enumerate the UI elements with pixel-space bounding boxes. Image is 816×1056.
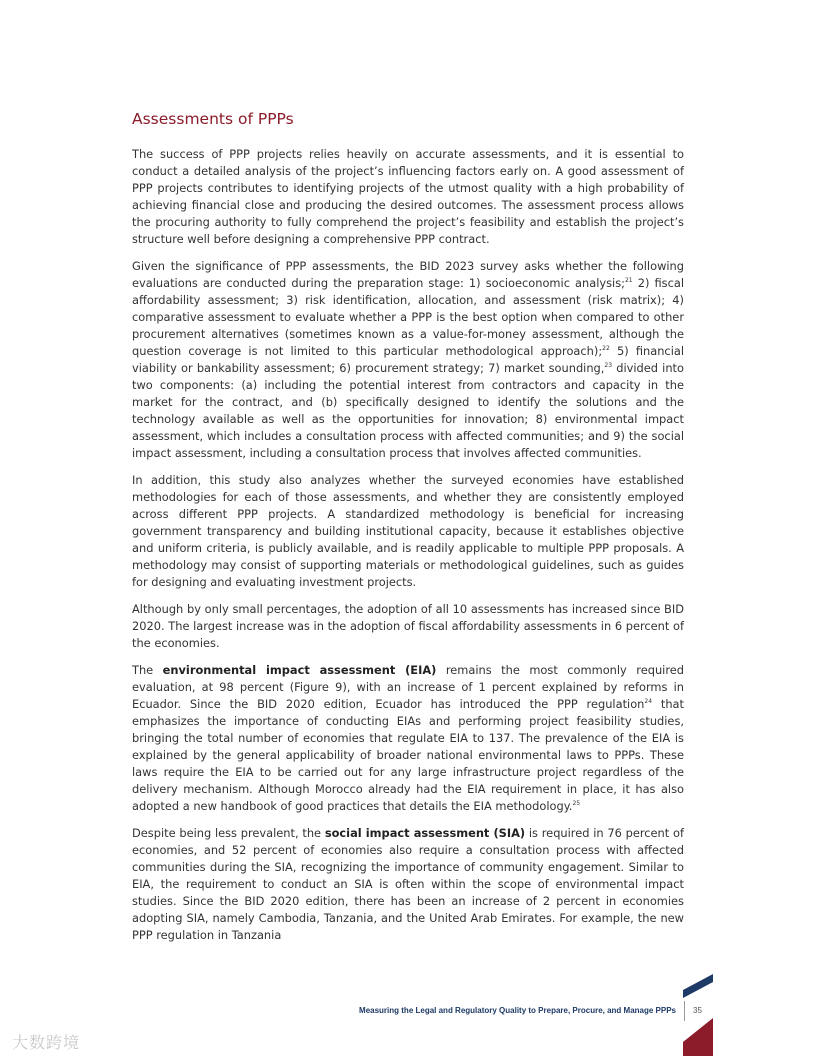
footnote-ref[interactable]: 22 [602, 345, 610, 353]
paragraph: In addition, this study also analyzes whether the surveyed economies have established methodologies for each of those assessments, and whether they are consistently employed across different PPP projects. A standardized methodology is beneficial for increasing government transparency and building institutional capacity, because it establishes objective and uniform criteria, is publicly available, and is readily applicable to multiple PPP proposals. A methodology may consist of supporting materials or methodological guidelines, such as guides for designing and evaluating investment projects. [132, 473, 684, 589]
watermark: 大数跨境 [12, 1033, 81, 1052]
bold-term-sia: social impact assessment (SIA) [324, 826, 526, 840]
paragraph: The environmental impact assessment (EIA) remains the most commonly required evaluation, at 98 percent (Figure 9), with an increase of 1 percent explained by reforms in Ecuador. Since the BID 2020 edition, Ecuador has introduced the PPP regulation$^{24}$ that emphasizes the importance of conducting EIAs and performing project feasibility studies, bringing the total number of economies that regulate EIA to 137. The prevalence of the EIA is explained by the general applicability of broader national environmental laws to PPPs. These laws require the EIA to be carried out for any large infrastructure project regardless of the delivery mechanism. Although Morocco already had the EIA requirement in place, it has also adopted a new handbook of good practices that details the EIA methodology.$^{25}$ [132, 663, 685, 813]
footnote-ref[interactable]: 24 [644, 698, 653, 706]
footnote-ref[interactable]: 23 [604, 362, 613, 370]
corner-decoration [683, 972, 713, 1056]
body-text [132, 146, 684, 954]
paragraph: Although by only small percentages, the adoption of all 10 assessments has increased since BID 2020. The largest increase was in the adoption of fiscal affordability assessments in 6 percent of the economies. [132, 602, 684, 650]
footer-title: Measuring the Legal and Regulatory Quality to Prepare, Procure, and Manage PPPs [359, 1006, 676, 1015]
paragraph: The success of PPP projects relies heavily on accurate assessments, and it is essential to conduct a detailed analysis of the project’s influencing factors early on. A good assessment of PPP projects contributes to identifying projects of the utmost quality with a high probability of achieving financial close and producing the desired outcomes. The assessment process allows the procuring authority to fully comprehend the project’s feasibility and establish the project’s structure well before designing a comprehensive PPP contract. [132, 147, 684, 246]
footnote-ref[interactable]: 25 [572, 800, 581, 808]
page-number: 35 [693, 1006, 702, 1015]
paragraph: Despite being less prevalent, the social impact assessment (SIA) is required in 76 percent of economies, and 52 percent of economies also require a consultation process with affected communities during the SIA, recognizing the importance of community engagement. Similar to EIA, the requirement to conduct an SIA is often within the scope of environmental impact studies. Since the BID 2020 edition, there has been an increase of 2 percent in economies adopting SIA, namely Cambodia, Tanzania, and the United Arab Emirates. For example, the new PPP regulation in Tanzania [132, 826, 684, 942]
bold-term-eia: environmental impact assessment (EIA) [162, 663, 437, 677]
footnote-ref[interactable]: 21 [624, 277, 633, 285]
paragraph: Given the significance of PPP assessments, the BID 2023 survey asks whether the following evaluations are conducted during the preparation stage: 1) socioeconomic analysis;$^{21}$ 2) fiscal affordability assessment; 3) risk identification, allocation, and assessment (risk matrix); 4) comparative assessment to evaluate whether a PPP is the best option when compared to other procurement alternatives (sometimes known as a value-for-money assessment, although the question coverage is not limited to this particular methodological approach);$^{22}$ 5) financial viability or bankability assessment; 6) procurement strategy; 7) market sounding,$^{23}$ divided into two components: (a) including the potential interest from contractors and capacity in the market for the contract, and (b) specifically designed to identify the solutions and the technology available as well as the opportunities for innovation; 8) environmental impact assessment, which includes a consultation process with affected communities; and 9) the social impact assessment, including a consultation process that involves affected communities. [132, 259, 684, 460]
page-title: Assessments of PPPs [132, 110, 294, 128]
